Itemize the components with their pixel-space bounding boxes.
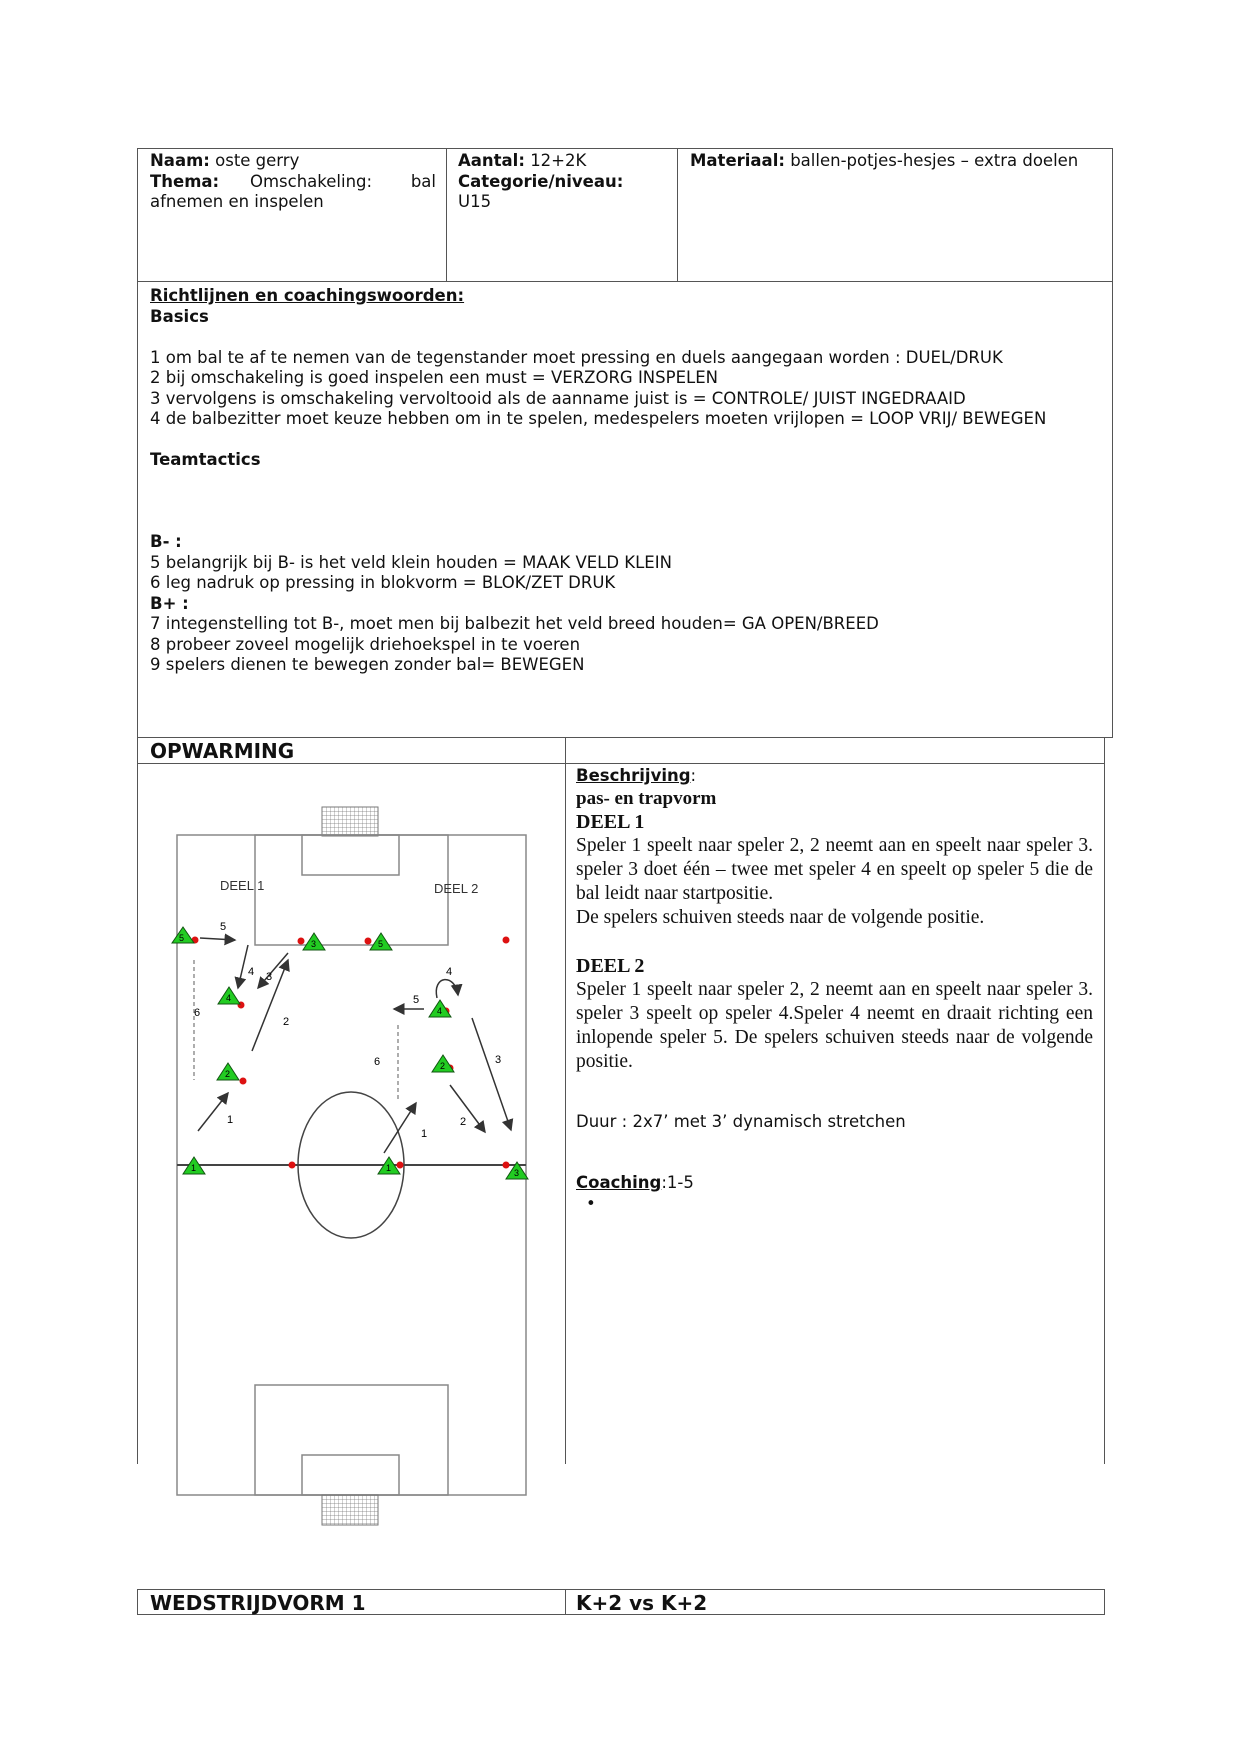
ball-dots	[191, 937, 510, 1169]
arrow-number: 2	[283, 1016, 290, 1028]
pass-arrow	[384, 1103, 416, 1153]
table-border-top	[137, 148, 1113, 149]
arrow-number: 5	[413, 994, 420, 1006]
cone-marker	[218, 987, 240, 1004]
svg-text:4: 4	[437, 1006, 443, 1016]
ball-dot	[503, 937, 510, 944]
arrow-number: 6	[374, 1056, 381, 1068]
pass-arrow	[472, 1018, 511, 1130]
cone-marker	[370, 933, 392, 950]
deel1-title: DEEL 1	[576, 810, 645, 833]
svg-text:5: 5	[179, 933, 185, 943]
aantal-label: Aantal:	[458, 151, 525, 170]
ball-dot	[240, 1078, 247, 1085]
ball-dot	[289, 1162, 296, 1169]
warmup-header-bottom	[137, 763, 1105, 764]
deel2-text: Speler 1 speelt naar speler 2, 2 neemt aan en speelt naar speler 3. speler 3 speelt op speler 4.Speler 4 neemt en draait richting een inlopende speler 5. De spelers schuiven steeds naar de volgende positie.	[576, 978, 1093, 1072]
arrow-number: 3	[495, 1054, 502, 1066]
categorie-value: U15	[458, 192, 492, 211]
wedstrijd-right	[1104, 1589, 1105, 1615]
ball-dot	[298, 938, 305, 945]
pass-arrow	[200, 938, 235, 940]
bminus-item: 5 belangrijk bij B- is het veld klein houden = MAAK VELD KLEIN	[150, 552, 672, 572]
arrow-number: 1	[421, 1128, 428, 1140]
bottom-goal-area	[302, 1455, 399, 1495]
table-border-left	[137, 148, 138, 1464]
top-penalty-area	[255, 835, 448, 945]
bottom-penalty-area	[255, 1385, 448, 1495]
wedstrijd-divider	[565, 1589, 566, 1615]
turn-arrow	[436, 980, 458, 998]
teamtactics-label: Teamtactics	[150, 450, 261, 469]
basics-label: Basics	[150, 306, 209, 326]
deel2-label: DEEL 2	[434, 881, 479, 896]
bplus-label: B+ :	[150, 593, 189, 613]
arrow-number: 4	[248, 966, 255, 978]
svg-text:1: 1	[191, 1163, 197, 1173]
top-goal-area	[302, 835, 399, 875]
arrow-number: 4	[446, 966, 453, 978]
materiaal-label: Materiaal:	[690, 151, 785, 170]
warmup-right	[1104, 737, 1105, 1464]
arrow-number: 5	[220, 921, 227, 933]
basics-item: 3 vervolgens is omschakeling vervoltooid als de aanname juist is = CONTROLE/ JUIST INGEDRAAID	[150, 388, 966, 408]
svg-text:2: 2	[225, 1069, 231, 1079]
cone-marker	[172, 927, 194, 943]
thema-word1: Omschakeling:	[250, 171, 373, 191]
svg-text:2: 2	[440, 1061, 446, 1071]
arrow-number: 1	[227, 1114, 234, 1126]
wedstrijd-subtitle: K+2 vs K+2	[576, 1591, 708, 1615]
guidelines-title: Richtlijnen en coachingswoorden:	[150, 286, 465, 305]
thema-word2: bal	[410, 171, 436, 191]
top-goal-net	[322, 807, 378, 836]
wedstrijd-top	[137, 1589, 1105, 1590]
duur-text: Duur : 2x7’ met 3’ dynamisch stretchen	[576, 1111, 906, 1131]
thema-label: Thema:	[150, 171, 220, 191]
bplus-item: 7 integenstelling tot B-, moet men bij balbezit het veld breed houden= GA OPEN/BREED	[150, 614, 879, 633]
naam-label: Naam:	[150, 151, 210, 170]
materiaal-cell	[690, 151, 1105, 172]
svg-text:3: 3	[514, 1168, 520, 1178]
thema-line2: afnemen en inspelen	[150, 192, 324, 211]
bottom-goal-net	[322, 1495, 378, 1525]
pass-arrow	[198, 1093, 228, 1131]
basics-item: 4 de balbezitter moet keuze hebben om in te spelen, medespelers moeten vrijlopen = LOOP VRIJ/ BEWEGEN	[150, 409, 1047, 428]
aantal-cell	[458, 151, 668, 213]
warmup-description: Beschrijving: pas- en trapvorm DEEL 1 Speler 1 speelt naar speler 2, 2 neemt aan en speelt naar speler 3. speler 3 doet één – twee met speler 4 en speelt op speler 5 die de bal leidt naar startpositie. De spelers schuiven steeds naar de volgende positie. DEEL 2 Speler 1 speelt naar speler 2, 2 neemt aan en speelt naar speler 3. speler 3 speelt op speler 4.Speler 4 neemt en draait richting een inlopende speler 5. De spelers schuiven steeds naar de volgende positie. Duur : 2x7’ met 3’ dynamisch stretchen Coaching:1-5 •	[576, 766, 1093, 1213]
pitch-diagram	[170, 795, 540, 1535]
ball-dot	[503, 1162, 510, 1169]
svg-text:4: 4	[226, 993, 232, 1003]
deel2-title: DEEL 2	[576, 954, 645, 977]
table-border-right-upper	[1112, 148, 1113, 738]
svg-text:1: 1	[386, 1163, 392, 1173]
bplus-item: 8 probeer zoveel mogelijk driehoekspel in te voeren	[150, 634, 581, 654]
header-divider-1	[446, 148, 447, 282]
cone-marker	[303, 933, 325, 950]
svg-text:3: 3	[311, 939, 317, 949]
pass-arrow	[238, 945, 248, 988]
wedstrijd-left	[137, 1589, 138, 1615]
deel1-text2: De spelers schuiven steeds naar de volgende positie.	[576, 906, 985, 928]
ball-dot	[397, 1162, 404, 1169]
svg-text:5: 5	[378, 939, 384, 949]
coaching-bullet: •	[586, 1193, 596, 1213]
deel1-text: Speler 1 speelt naar speler 2, 2 neemt aan en speelt naar speler 3. speler 3 doet één – twee met speler 4 en speelt op speler 5 die de bal leidt naar startpositie.	[576, 834, 1093, 904]
naam-value: oste gerry	[215, 151, 300, 170]
arrow-number: 2	[460, 1116, 467, 1128]
header-divider-2	[677, 148, 678, 282]
basics-item: 1 om bal te af te nemen van de tegenstander moet pressing en duels aangegaan worden : DUEL/DRUK	[150, 347, 1003, 367]
arrow-number: 3	[266, 971, 273, 983]
aantal-value: 12+2K	[530, 151, 587, 170]
coaching-value: 1-5	[666, 1173, 694, 1192]
header-bottom	[137, 281, 1113, 282]
warmup-top	[137, 737, 1113, 738]
bplus-item: 9 spelers dienen te bewegen zonder bal= BEWEGEN	[150, 655, 585, 674]
cone-marker	[432, 1055, 454, 1072]
warmup-subtitle: pas- en trapvorm	[576, 787, 717, 809]
naam-cell	[150, 151, 436, 213]
bminus-label: B- :	[150, 532, 182, 551]
guidelines-section	[150, 286, 1110, 676]
beschrijving-label: Beschrijving	[576, 766, 691, 785]
warmup-divider	[565, 737, 566, 1464]
wedstrijd-title: WEDSTRIJDVORM 1	[150, 1591, 366, 1615]
warmup-title: OPWARMING	[150, 739, 295, 763]
pass-arrow	[450, 1085, 485, 1132]
categorie-label: Categorie/niveau:	[458, 171, 624, 191]
bminus-item: 6 leg nadruk op pressing in blokvorm = BLOK/ZET DRUK	[150, 573, 616, 592]
cone-marker	[217, 1063, 239, 1080]
basics-item: 2 bij omschakeling is goed inspelen een must = VERZORG INSPELEN	[150, 368, 718, 387]
materiaal-value: ballen-potjes-hesjes – extra doelen	[790, 151, 1079, 170]
arrow-number: 6	[194, 1007, 201, 1019]
deel1-label: DEEL 1	[220, 878, 265, 893]
ball-dot	[365, 938, 372, 945]
coaching-label: Coaching	[576, 1173, 662, 1192]
